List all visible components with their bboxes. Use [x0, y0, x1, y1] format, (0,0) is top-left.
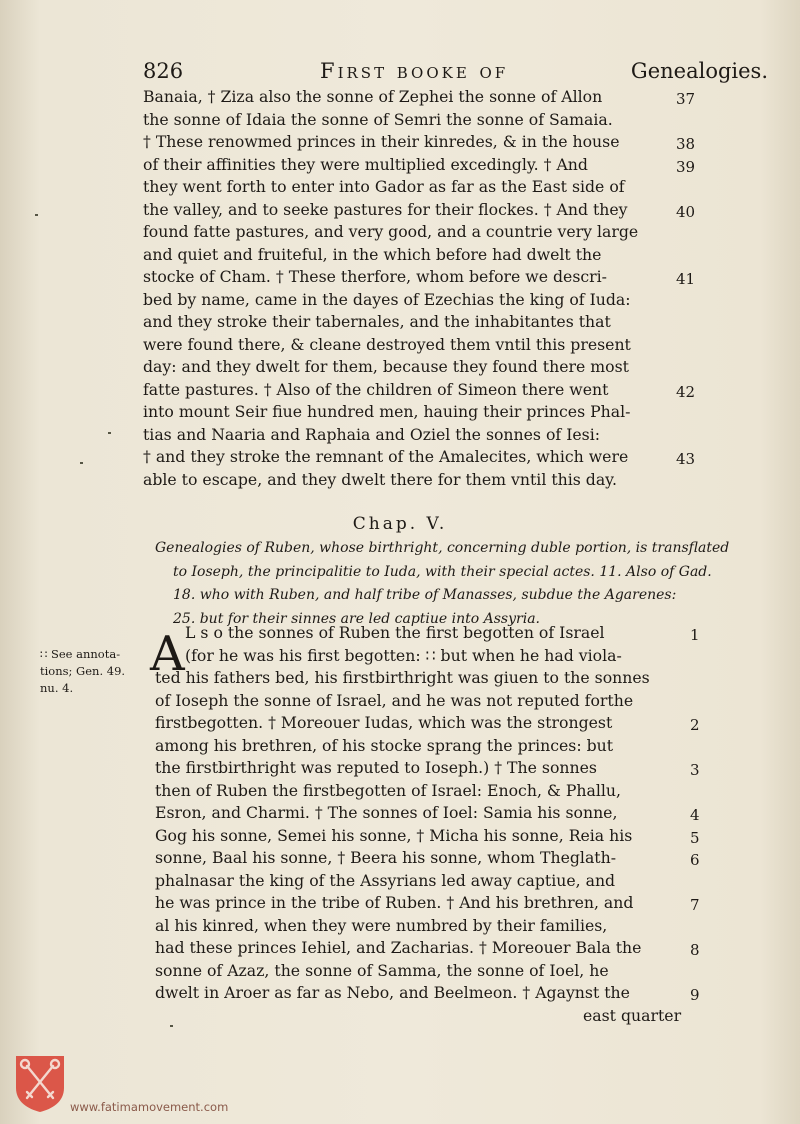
- summary-line: 25. but for their sinnes are led captiue into Assyria.: [173, 610, 540, 627]
- verse-number: 43: [676, 450, 696, 468]
- text-line: of their affinities they were multiplied excedingly. † And: [143, 154, 588, 174]
- text-line: they went forth to enter into Gador as far as the East side of: [143, 177, 625, 196]
- summary-line: to Ioseph, the principalitie to Iuda, with their special actes. 11. Also of Gad.: [173, 563, 712, 580]
- footer-website-link[interactable]: www.fatimamovement.com: [70, 1100, 229, 1114]
- text-line: he was prince in the tribe of Ruben. † And his brethren, and: [155, 893, 634, 912]
- page-number: 826: [143, 59, 184, 83]
- margin-speck: [35, 214, 38, 216]
- margin-speck: [80, 462, 83, 464]
- text-line: (for he was his first begotten: ∷ but when he had viola-: [185, 645, 622, 665]
- text-line: † These renowmed princes in their kinredes, & in the house: [143, 132, 620, 151]
- verse-number: 6: [690, 851, 700, 869]
- text-line: of Ioseph the sonne of Israel, and he was not reputed forthe: [155, 690, 634, 710]
- verse-number: 5: [690, 828, 700, 847]
- verse-number: 7: [690, 896, 700, 914]
- drop-cap-letter: A: [150, 626, 185, 682]
- chapter-summary: [155, 537, 730, 631]
- verse-number: 42: [676, 382, 696, 401]
- text-line: stocke of Cham. † These therfore, whom before we descri-: [143, 267, 607, 286]
- top-text-block: [143, 86, 673, 491]
- text-line: day: and they dwelt for them, because they found there most: [143, 357, 629, 376]
- verse-number: 37: [676, 90, 696, 108]
- verse-number: 39: [676, 157, 696, 176]
- text-line: Gog his sonne, Semei his sonne, † Micha his sonne, Reia his: [155, 825, 633, 845]
- text-line: and they stroke their tabernales, and the inhabitantes that: [143, 312, 611, 331]
- margin-speck: [108, 432, 111, 434]
- text-line: the firstbirthright was reputed to Ioseph.) † The sonnes: [155, 758, 597, 777]
- margin-speck: [170, 1025, 173, 1027]
- verse-number: 40: [676, 202, 696, 221]
- text-line: dwelt in Aroer as far as Nebo, and Beelmeon. † Agaynst the: [155, 983, 630, 1002]
- text-line: east quarter: [583, 1005, 682, 1025]
- section-title: Genealogies.: [630, 59, 768, 83]
- text-line: sonne of Azaz, the sonne of Samma, the sonne of Ioel, he: [155, 960, 609, 980]
- text-line: able to escape, and they dwelt there for them vntil this day.: [143, 469, 617, 489]
- summary-line: 18. who with Ruben, and half tribe of Manasses, subdue the Agarenes:: [173, 587, 677, 603]
- verse-number: 4: [690, 806, 700, 824]
- text-line: tias and Naaria and Raphaia and Oziel the sonnes of Iesi:: [143, 424, 601, 444]
- running-title: First booke of: [320, 59, 509, 83]
- text-line: Banaia, † Ziza also the sonne of Zephei the sonne of Allon: [143, 87, 603, 106]
- text-line: Esron, and Charmi. † The sonnes of Ioel: Samia his sonne,: [155, 803, 618, 822]
- text-line: into mount Seir fiue hundred men, hauing their princes Phal-: [143, 402, 631, 421]
- page-header: [143, 56, 768, 86]
- margin-annotation: [40, 646, 150, 697]
- text-line: among his brethren, of his stocke sprang the princes: but: [155, 735, 614, 755]
- verse-number: 9: [690, 986, 700, 1004]
- verse-number: 8: [690, 941, 700, 959]
- text-line: and quiet and fruiteful, in the which before had dwelt the: [143, 244, 602, 264]
- text-line: al his kinred, when they were numbred by their families,: [155, 915, 608, 935]
- text-line: were found there, & cleane destroyed them vntil this present: [143, 334, 631, 354]
- text-line: firstbegotten. † Moreouer Iudas, which was the strongest: [155, 713, 613, 732]
- text-line: ted his fathers bed, his firstbirthright was giuen to the sonnes: [155, 668, 650, 687]
- text-line: the sonne of Idaia the sonne of Semri the sonne of Samaia.: [143, 109, 613, 129]
- chapter-body-text: [143, 622, 682, 1027]
- text-line: L s o the sonnes of Ruben the first begotten of Israel: [185, 623, 605, 642]
- verse-number: 41: [676, 270, 696, 288]
- verse-number: 1: [690, 626, 700, 644]
- papal-keys-crest-icon: [12, 1052, 68, 1114]
- margin-note-line: ∷ See annota-: [40, 647, 121, 661]
- text-line: then of Ruben the firstbegotten of Israel: Enoch, & Phallu,: [155, 780, 621, 800]
- summary-line: Genealogies of Ruben, whose birthright, concerning duble portion, is transflated: [155, 540, 730, 556]
- text-line: † and they stroke the remnant of the Amalecites, which were: [143, 447, 629, 466]
- chapter-heading: Chap. V.: [352, 514, 448, 534]
- text-line: bed by name, came in the dayes of Ezechias the king of Iuda:: [143, 289, 631, 309]
- margin-note-line: nu. 4.: [40, 681, 74, 695]
- verse-number: 3: [690, 761, 700, 779]
- text-line: found fatte pastures, and very good, and a countrie very large: [143, 222, 639, 241]
- text-line: sonne, Baal his sonne, † Beera his sonne, whom Theglath-: [155, 848, 617, 867]
- margin-note-line: tions; Gen. 49.: [40, 664, 126, 678]
- verse-number: 38: [676, 135, 696, 153]
- text-line: had these princes Iehiel, and Zacharias. † Moreouer Bala the: [155, 938, 642, 957]
- text-line: fatte pastures. † Also of the children of Simeon there went: [143, 379, 609, 399]
- text-line: phalnasar the king of the Assyrians led away captiue, and: [155, 870, 616, 890]
- verse-number: 2: [690, 716, 700, 734]
- text-line: the valley, and to seeke pastures for their flockes. † And they: [143, 199, 628, 219]
